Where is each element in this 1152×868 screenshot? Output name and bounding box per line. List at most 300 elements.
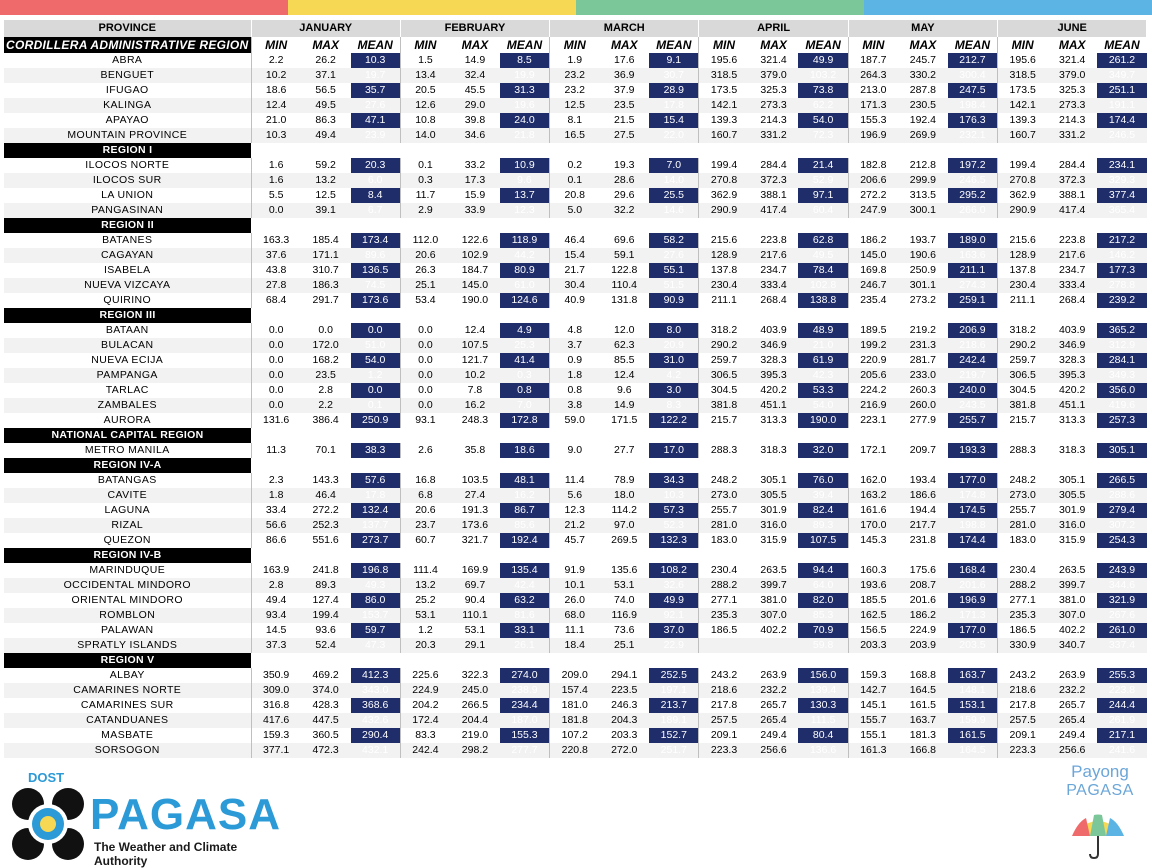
max-value: 301.9 bbox=[760, 504, 787, 516]
min-value: 0.0 bbox=[251, 368, 301, 383]
max-value: 265.4 bbox=[749, 713, 799, 728]
mean-value: 8.3 bbox=[649, 398, 699, 413]
table-row bbox=[4, 443, 1147, 458]
max-value: 49.5 bbox=[301, 98, 351, 113]
min-value: 1.6 bbox=[251, 173, 301, 188]
province-name: ROMBLON bbox=[4, 608, 251, 623]
min-value: 10.1 bbox=[550, 578, 600, 593]
min-value: 12.4 bbox=[251, 98, 301, 113]
max-value: 245.7 bbox=[909, 54, 937, 66]
umbrella-icon bbox=[1068, 812, 1128, 860]
mean-value: 20.9 bbox=[649, 338, 699, 353]
max-value: 172.0 bbox=[301, 338, 351, 353]
max-value: 166.8 bbox=[898, 743, 948, 758]
max-value: 186.6 bbox=[898, 488, 948, 503]
max-value: 12.4 bbox=[464, 324, 486, 336]
min-value: 59.0 bbox=[550, 413, 600, 428]
max-value: 305.5 bbox=[1047, 488, 1097, 503]
pagasa-tagline: The Weather and Climate Authority bbox=[94, 840, 238, 868]
month-header: MARCH bbox=[550, 20, 699, 37]
max-value: 28.6 bbox=[599, 173, 649, 188]
top-color-bar-blue bbox=[864, 0, 1152, 15]
max-value: 191.3 bbox=[461, 504, 489, 516]
mean-value: 192.4 bbox=[500, 533, 550, 548]
table-row bbox=[4, 563, 1147, 578]
province-name: KALINGA bbox=[4, 98, 251, 113]
max-value: 90.4 bbox=[464, 594, 486, 606]
min-value: 0.2 bbox=[550, 158, 600, 173]
min-value: 183.0 bbox=[998, 533, 1048, 548]
min-value: 1.9 bbox=[550, 53, 600, 68]
mean-value: 189.1 bbox=[649, 713, 699, 728]
min-value: 21.7 bbox=[550, 263, 600, 278]
mean-value: 174.4 bbox=[1097, 113, 1147, 128]
mean-value: 246.5 bbox=[1097, 128, 1147, 143]
min-value: 37.6 bbox=[251, 248, 301, 263]
max-value: 110.1 bbox=[450, 608, 500, 623]
top-color-bar bbox=[0, 0, 1152, 15]
max-value: 307.0 bbox=[1047, 608, 1097, 623]
province-name: CAVITE bbox=[4, 488, 251, 503]
max-value: 260.3 bbox=[909, 384, 937, 396]
mean-value: 137.7 bbox=[351, 518, 401, 533]
max-value: 27.5 bbox=[599, 128, 649, 143]
stat-header-max: MAX bbox=[312, 37, 339, 52]
table-row bbox=[4, 488, 1147, 503]
min-value: 235.4 bbox=[848, 293, 898, 308]
max-value: 34.6 bbox=[450, 128, 500, 143]
max-value: 402.2 bbox=[760, 624, 787, 636]
max-value: 230.5 bbox=[898, 98, 948, 113]
min-value: 288.2 bbox=[699, 578, 749, 593]
province-name: IFUGAO bbox=[105, 84, 149, 96]
min-value: 362.9 bbox=[998, 188, 1048, 203]
mean-value: 85.3 bbox=[798, 608, 848, 623]
mean-value: 138.8 bbox=[798, 293, 848, 308]
mean-value: 55.1 bbox=[649, 263, 699, 278]
mean-value: 63.2 bbox=[500, 593, 550, 608]
max-value: 12.4 bbox=[599, 368, 649, 383]
mean-value: 52.9 bbox=[798, 173, 848, 188]
mean-value: 39.4 bbox=[798, 488, 848, 503]
table-row bbox=[4, 278, 1147, 293]
min-value: 18.4 bbox=[550, 638, 600, 653]
max-value: 234.7 bbox=[1059, 264, 1086, 276]
max-value: 10.2 bbox=[450, 368, 500, 383]
mean-value: 31.0 bbox=[649, 353, 699, 368]
min-value: 163.3 bbox=[251, 233, 301, 248]
table-row bbox=[4, 158, 1147, 173]
max-value: 291.7 bbox=[312, 294, 339, 306]
max-value: 330.2 bbox=[898, 68, 948, 83]
max-value: 214.3 bbox=[1059, 114, 1086, 126]
mean-value: 197.1 bbox=[649, 683, 699, 698]
month-header: JUNE bbox=[998, 20, 1147, 37]
max-value: 277.9 bbox=[909, 414, 937, 426]
mean-value: 213.7 bbox=[649, 698, 699, 713]
mean-value: 37.0 bbox=[649, 623, 699, 638]
top-color-bar-red bbox=[0, 0, 288, 15]
mean-value: 57.6 bbox=[351, 473, 401, 488]
mean-value: 135.4 bbox=[500, 563, 550, 578]
mean-value: 266.0 bbox=[948, 203, 998, 218]
min-value: 230.4 bbox=[998, 278, 1048, 293]
min-value: 0.0 bbox=[251, 338, 301, 353]
mean-value: 174.5 bbox=[948, 503, 998, 518]
mean-value: 176.3 bbox=[948, 113, 998, 128]
province-name: TARLAC bbox=[105, 384, 149, 396]
max-value: 190.0 bbox=[461, 294, 489, 306]
min-value: 318.5 bbox=[998, 68, 1048, 83]
min-value: 160.7 bbox=[998, 128, 1048, 143]
region-header: CORDILLERA ADMINISTRATIVE REGION bbox=[4, 37, 251, 53]
mean-value: 51.0 bbox=[351, 338, 401, 353]
min-value: 163.9 bbox=[251, 563, 301, 578]
max-value: 37.9 bbox=[614, 84, 635, 96]
min-value: 12.6 bbox=[400, 98, 450, 113]
min-value: 181.0 bbox=[550, 698, 600, 713]
max-value: 315.9 bbox=[1059, 534, 1086, 546]
max-value: 273.3 bbox=[749, 98, 799, 113]
min-value: 272.2 bbox=[848, 188, 898, 203]
mean-value: 187.0 bbox=[500, 713, 550, 728]
max-value: 321.4 bbox=[1059, 54, 1086, 66]
min-value: 20.3 bbox=[400, 638, 450, 653]
max-value: 263.9 bbox=[760, 669, 787, 681]
max-value: 248.3 bbox=[461, 414, 489, 426]
min-value: 11.7 bbox=[400, 188, 450, 203]
max-value: 13.2 bbox=[301, 173, 351, 188]
max-value: 265.7 bbox=[760, 699, 787, 711]
min-value: 277.1 bbox=[699, 593, 749, 608]
mean-value: 284.1 bbox=[1097, 353, 1147, 368]
table-row bbox=[4, 98, 1147, 113]
province-name: MOUNTAIN PROVINCE bbox=[4, 128, 251, 143]
max-value: 294.1 bbox=[611, 669, 638, 681]
table-row bbox=[4, 248, 1147, 263]
min-value: 185.5 bbox=[848, 593, 898, 608]
mean-value: 8.4 bbox=[351, 188, 401, 203]
mean-value: 47.1 bbox=[351, 113, 401, 128]
mean-value: 34.3 bbox=[649, 473, 699, 488]
max-value: 269.5 bbox=[611, 534, 638, 546]
region-row bbox=[4, 548, 1147, 563]
dost-label: DOST bbox=[28, 770, 65, 785]
mean-value: 312.9 bbox=[1097, 338, 1147, 353]
min-value: 0.8 bbox=[550, 383, 600, 398]
min-value: 26.3 bbox=[400, 263, 450, 278]
max-value: 199.4 bbox=[301, 608, 351, 623]
min-value: 60.7 bbox=[400, 533, 450, 548]
min-value: 199.4 bbox=[998, 158, 1048, 173]
mean-value: 21.4 bbox=[798, 158, 848, 173]
province-name: SPRATLY ISLANDS bbox=[4, 638, 251, 653]
min-value: 139.3 bbox=[699, 113, 749, 128]
max-value: 212.8 bbox=[909, 159, 937, 171]
mean-value: 261.9 bbox=[1097, 713, 1147, 728]
month-header-row bbox=[4, 20, 1147, 37]
province-name: BULACAN bbox=[4, 338, 251, 353]
table-row bbox=[4, 593, 1147, 608]
mean-value: 241.6 bbox=[1097, 743, 1147, 758]
mean-value: 49.9 bbox=[649, 593, 699, 608]
max-value: 19.3 bbox=[614, 159, 635, 171]
min-value: 0.0 bbox=[251, 203, 301, 218]
min-value: 417.6 bbox=[251, 713, 301, 728]
mean-value: 255.3 bbox=[1097, 668, 1147, 683]
max-value: 25.1 bbox=[599, 638, 649, 653]
mean-value: 246.5 bbox=[948, 173, 998, 188]
stat-header-mean: MEAN bbox=[357, 37, 393, 52]
mean-value: 274.0 bbox=[500, 668, 550, 683]
mean-value: 25.5 bbox=[649, 188, 699, 203]
mean-value: 419.6 bbox=[1097, 398, 1147, 413]
max-value: 49.4 bbox=[301, 128, 351, 143]
mean-value: 261.2 bbox=[1097, 53, 1147, 68]
min-value: 33.4 bbox=[251, 503, 301, 518]
max-value: 305.1 bbox=[1059, 474, 1086, 486]
min-value: 0.0 bbox=[251, 398, 301, 413]
mean-value: 365.4 bbox=[1097, 203, 1147, 218]
max-value: 103.5 bbox=[461, 474, 489, 486]
max-value: 379.0 bbox=[1047, 68, 1097, 83]
region-row-spacer bbox=[251, 428, 1147, 443]
min-value: 25.2 bbox=[400, 593, 450, 608]
max-value: 53.1 bbox=[464, 624, 486, 636]
mean-value: 48.1 bbox=[500, 473, 550, 488]
mean-value: 92.1 bbox=[649, 608, 699, 623]
max-value: 252.3 bbox=[301, 518, 351, 533]
mean-value: 52.3 bbox=[649, 518, 699, 533]
min-value: 131.6 bbox=[251, 413, 301, 428]
mean-value: 7.0 bbox=[649, 158, 699, 173]
province-name: ABRA bbox=[112, 54, 143, 66]
mean-value: 156.0 bbox=[798, 668, 848, 683]
max-value: 204.3 bbox=[599, 713, 649, 728]
min-value: 1.8 bbox=[550, 368, 600, 383]
mean-value: 21.8 bbox=[500, 128, 550, 143]
min-value: 230.4 bbox=[699, 278, 749, 293]
mean-value: 48.9 bbox=[798, 323, 848, 338]
min-value: 26.0 bbox=[550, 593, 600, 608]
max-value: 331.2 bbox=[749, 128, 799, 143]
max-value: 265.7 bbox=[1059, 699, 1086, 711]
max-value: 16.2 bbox=[450, 398, 500, 413]
max-value: 208.7 bbox=[898, 578, 948, 593]
max-value: 472.3 bbox=[301, 743, 351, 758]
max-value: 0.0 bbox=[318, 324, 333, 336]
max-value: 388.1 bbox=[760, 189, 787, 201]
min-value: 162.0 bbox=[848, 473, 898, 488]
table-row bbox=[4, 233, 1147, 248]
mean-value: 62.8 bbox=[798, 233, 848, 248]
table-row bbox=[4, 173, 1147, 188]
min-value: 195.6 bbox=[998, 53, 1048, 68]
max-value: 305.1 bbox=[760, 474, 787, 486]
min-value: 273.0 bbox=[998, 488, 1048, 503]
mean-value: 17.8 bbox=[351, 488, 401, 503]
min-value: 209.1 bbox=[998, 728, 1048, 743]
min-value: 225.6 bbox=[400, 668, 450, 683]
min-value: 264.3 bbox=[848, 68, 898, 83]
max-value: 451.1 bbox=[1047, 398, 1097, 413]
max-value: 17.3 bbox=[450, 173, 500, 188]
max-value: 246.3 bbox=[611, 699, 638, 711]
stat-header-max: MAX bbox=[461, 37, 489, 52]
min-value: 211.1 bbox=[998, 293, 1048, 308]
mean-value: 196.8 bbox=[351, 563, 401, 578]
min-value: 13.4 bbox=[400, 68, 450, 83]
mean-value: 251.7 bbox=[649, 743, 699, 758]
max-value: 417.4 bbox=[1047, 203, 1097, 218]
min-value: 255.7 bbox=[998, 503, 1048, 518]
mean-value: 321.9 bbox=[1097, 593, 1147, 608]
max-value: 69.7 bbox=[450, 578, 500, 593]
mean-value: 250.9 bbox=[351, 413, 401, 428]
mean-value: 240.0 bbox=[948, 383, 998, 398]
max-value: 318.3 bbox=[1059, 444, 1086, 456]
max-value: 74.0 bbox=[614, 594, 635, 606]
max-value: 29.6 bbox=[614, 189, 635, 201]
province-name: ILOCOS NORTE bbox=[85, 159, 170, 171]
max-value: 102.9 bbox=[450, 248, 500, 263]
min-value: 248.2 bbox=[998, 473, 1048, 488]
max-value: 2.2 bbox=[301, 398, 351, 413]
max-value: 420.2 bbox=[760, 384, 787, 396]
max-value: 214.3 bbox=[760, 114, 787, 126]
max-value: 328.3 bbox=[1059, 354, 1086, 366]
min-value: 2.3 bbox=[251, 473, 301, 488]
max-value: 346.9 bbox=[749, 338, 799, 353]
max-value: 266.5 bbox=[461, 699, 489, 711]
mean-value: 197.2 bbox=[948, 158, 998, 173]
mean-value: 27.6 bbox=[351, 98, 401, 113]
max-value: 14.9 bbox=[464, 54, 486, 66]
table-row bbox=[4, 398, 1147, 413]
max-value: 399.7 bbox=[1047, 578, 1097, 593]
max-value: 256.6 bbox=[749, 743, 799, 758]
max-value: 39.8 bbox=[464, 114, 486, 126]
max-value: 121.7 bbox=[461, 354, 489, 366]
min-value: 3.7 bbox=[550, 338, 600, 353]
mean-value: 132.4 bbox=[351, 503, 401, 518]
mean-value: 163.6 bbox=[948, 248, 998, 263]
mean-value: 305.1 bbox=[1097, 443, 1147, 458]
max-value: 32.2 bbox=[599, 203, 649, 218]
province-name: MARINDUQUE bbox=[89, 564, 166, 576]
mean-value: 177.0 bbox=[948, 473, 998, 488]
min-value: 20.5 bbox=[400, 83, 450, 98]
mean-value: 211.1 bbox=[948, 263, 998, 278]
max-value: 164.5 bbox=[898, 683, 948, 698]
province-name: CAMARINES SUR bbox=[80, 699, 174, 711]
max-value: 231.3 bbox=[898, 338, 948, 353]
province-name: AURORA bbox=[103, 414, 151, 426]
region-row-spacer bbox=[251, 218, 1147, 233]
mean-value: 173.4 bbox=[351, 233, 401, 248]
min-value: 288.2 bbox=[998, 578, 1048, 593]
province-name: METRO MANILA bbox=[84, 444, 170, 456]
min-value: 137.8 bbox=[998, 263, 1048, 278]
mean-value: 59.7 bbox=[351, 623, 401, 638]
min-value: 56.6 bbox=[251, 518, 301, 533]
max-value: 36.9 bbox=[599, 68, 649, 83]
pagasa-emblem-icon bbox=[10, 786, 86, 862]
region-header: NATIONAL CAPITAL REGION bbox=[4, 428, 251, 443]
table-row bbox=[4, 608, 1147, 623]
mean-value: 344.6 bbox=[1097, 578, 1147, 593]
max-value: 78.9 bbox=[614, 474, 635, 486]
mean-value: 17.8 bbox=[649, 98, 699, 113]
max-value: 217.7 bbox=[898, 518, 948, 533]
province-name: QUEZON bbox=[103, 534, 151, 546]
min-value: 362.9 bbox=[699, 188, 749, 203]
max-value: 381.0 bbox=[1059, 594, 1086, 606]
mean-value: 33.1 bbox=[500, 623, 550, 638]
max-value: 85.5 bbox=[614, 354, 635, 366]
max-value: 301.1 bbox=[898, 278, 948, 293]
max-value: 263.9 bbox=[1059, 669, 1086, 681]
min-value: 40.9 bbox=[550, 293, 600, 308]
table-row bbox=[4, 578, 1147, 593]
min-value: 2.2 bbox=[251, 53, 301, 68]
min-value: 243.2 bbox=[998, 668, 1048, 683]
table-row bbox=[4, 53, 1147, 68]
stat-header-min: MIN bbox=[550, 37, 600, 53]
province-name: RIZAL bbox=[4, 518, 251, 533]
max-value: 56.5 bbox=[315, 84, 336, 96]
max-value: 420.2 bbox=[1059, 384, 1086, 396]
min-value: 318.2 bbox=[699, 323, 749, 338]
mean-value: 136.6 bbox=[798, 743, 848, 758]
mean-value: 23.9 bbox=[351, 128, 401, 143]
mean-value: 365.2 bbox=[1097, 323, 1147, 338]
province-header: PROVINCE bbox=[4, 20, 251, 37]
max-value: 223.8 bbox=[1059, 234, 1086, 246]
min-value: 186.5 bbox=[699, 623, 749, 638]
max-value: 59.1 bbox=[599, 248, 649, 263]
min-value: 306.5 bbox=[998, 368, 1048, 383]
max-value: 263.5 bbox=[1059, 564, 1086, 576]
min-value: 12.3 bbox=[550, 503, 600, 518]
mean-value: 4.2 bbox=[649, 368, 699, 383]
max-value: 316.0 bbox=[1047, 518, 1097, 533]
region-row bbox=[4, 428, 1147, 443]
min-value: 68.4 bbox=[251, 293, 301, 308]
mean-value: 251.1 bbox=[1097, 83, 1147, 98]
min-value: 5.5 bbox=[251, 188, 301, 203]
max-value: 388.1 bbox=[1059, 189, 1086, 201]
region-row-spacer bbox=[251, 143, 1147, 158]
table-row bbox=[4, 293, 1147, 308]
mean-value: 53.3 bbox=[798, 383, 848, 398]
max-value: 21.5 bbox=[614, 114, 635, 126]
min-value: 0.0 bbox=[400, 338, 450, 353]
mean-value: 243.5 bbox=[948, 398, 998, 413]
min-value: 163.2 bbox=[848, 488, 898, 503]
max-value: 203.9 bbox=[898, 638, 948, 653]
max-value: 233.0 bbox=[898, 368, 948, 383]
payong-pagasa-label: PAGASA bbox=[1066, 782, 1134, 799]
max-value: 321.4 bbox=[760, 54, 787, 66]
mean-value: 17.0 bbox=[649, 443, 699, 458]
max-value: 110.4 bbox=[599, 278, 649, 293]
max-value: 273.3 bbox=[1047, 98, 1097, 113]
mean-value: 30.7 bbox=[649, 68, 699, 83]
province-name: LA UNION bbox=[101, 189, 154, 201]
mean-value: 203.5 bbox=[948, 638, 998, 653]
min-value: 30.4 bbox=[550, 278, 600, 293]
